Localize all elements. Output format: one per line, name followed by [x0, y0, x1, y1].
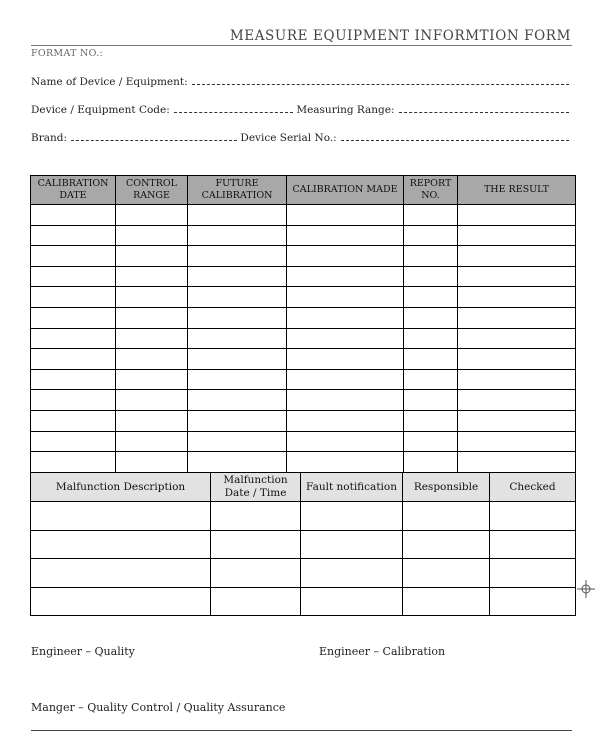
brand-row	[31, 132, 572, 144]
table-cell[interactable]	[211, 559, 301, 588]
calibration-row	[31, 369, 576, 390]
table-cell[interactable]	[188, 287, 287, 308]
calibration-made-header: CALIBRATION MADE	[287, 176, 404, 205]
brand-field[interactable]	[71, 132, 237, 141]
table-cell[interactable]	[404, 287, 458, 308]
table-cell[interactable]	[211, 530, 301, 559]
device-code-label: Device / Equipment Code:	[31, 104, 170, 116]
calibration-row	[31, 266, 576, 287]
table-cell[interactable]	[490, 502, 576, 531]
device-name-field[interactable]	[192, 76, 569, 85]
table-cell[interactable]	[404, 266, 458, 287]
table-cell[interactable]	[31, 349, 116, 370]
table-cell[interactable]	[490, 530, 576, 559]
calibration-row	[31, 452, 576, 473]
table-cell[interactable]	[490, 559, 576, 588]
table-cell[interactable]	[404, 205, 458, 226]
engineer-quality-signature: Engineer – Quality	[31, 645, 135, 658]
table-cell[interactable]	[404, 390, 458, 411]
table-cell[interactable]	[287, 390, 404, 411]
table-cell[interactable]	[31, 266, 116, 287]
table-cell[interactable]	[458, 349, 576, 370]
table-cell[interactable]	[287, 369, 404, 390]
table-cell[interactable]	[188, 225, 287, 246]
table-cell[interactable]	[404, 246, 458, 267]
table-cell[interactable]	[116, 410, 188, 431]
table-cell[interactable]	[403, 530, 490, 559]
measuring-range-label: Measuring Range:	[296, 104, 395, 116]
table-cell[interactable]	[116, 205, 188, 226]
calibration-row	[31, 225, 576, 246]
table-cell[interactable]	[31, 502, 211, 531]
table-cell[interactable]	[116, 452, 188, 473]
table-cell[interactable]	[301, 530, 403, 559]
table-cell[interactable]	[404, 369, 458, 390]
table-cell[interactable]	[404, 349, 458, 370]
table-cell[interactable]	[31, 225, 116, 246]
table-cell[interactable]	[31, 287, 116, 308]
table-cell[interactable]	[188, 431, 287, 452]
table-cell[interactable]	[31, 328, 116, 349]
table-cell[interactable]	[188, 328, 287, 349]
form-title: MEASURE EQUIPMENT INFORMTION FORM	[229, 28, 571, 44]
table-cell[interactable]	[404, 225, 458, 246]
table-cell[interactable]	[287, 266, 404, 287]
fault-notification-header: Fault notification	[301, 473, 403, 502]
crosshair-icon	[577, 580, 595, 598]
table-cell[interactable]	[458, 307, 576, 328]
format-no-label: FORMAT NO.:	[31, 48, 104, 59]
table-cell[interactable]	[188, 410, 287, 431]
calibration-row	[31, 410, 576, 431]
measuring-range-field[interactable]	[399, 104, 569, 113]
table-cell[interactable]	[301, 559, 403, 588]
table-cell[interactable]	[31, 390, 116, 411]
table-cell[interactable]	[287, 307, 404, 328]
table-cell[interactable]	[188, 307, 287, 328]
table-cell[interactable]	[458, 287, 576, 308]
table-cell[interactable]	[116, 349, 188, 370]
bottom-rule	[31, 730, 572, 731]
table-cell[interactable]	[116, 246, 188, 267]
table-cell[interactable]	[287, 287, 404, 308]
table-cell[interactable]	[458, 266, 576, 287]
table-cell[interactable]	[403, 587, 490, 616]
table-cell[interactable]	[404, 307, 458, 328]
table-cell[interactable]	[287, 349, 404, 370]
calibration-row	[31, 431, 576, 452]
engineer-calibration-signature: Engineer – Calibration	[319, 645, 446, 658]
calibration-table	[30, 175, 576, 473]
brand-label: Brand:	[31, 132, 68, 144]
table-cell[interactable]	[287, 431, 404, 452]
table-cell[interactable]	[188, 369, 287, 390]
table-cell[interactable]	[188, 390, 287, 411]
table-cell[interactable]	[116, 225, 188, 246]
table-cell[interactable]	[458, 246, 576, 267]
table-cell[interactable]	[404, 452, 458, 473]
table-cell[interactable]	[116, 369, 188, 390]
responsible-header: Responsible	[403, 473, 490, 502]
table-cell[interactable]	[403, 502, 490, 531]
table-cell[interactable]	[287, 246, 404, 267]
serial-no-label: Device Serial No.:	[240, 132, 337, 144]
device-code-row	[31, 104, 572, 116]
table-cell[interactable]	[31, 246, 116, 267]
device-code-field[interactable]	[174, 104, 294, 113]
table-cell[interactable]	[287, 205, 404, 226]
calibration-row	[31, 246, 576, 267]
table-cell[interactable]	[188, 266, 287, 287]
table-cell[interactable]	[31, 587, 211, 616]
device-name-label: Name of Device / Equipment:	[31, 76, 188, 88]
report-no-header: REPORT NO.	[404, 176, 458, 205]
result-header: THE RESULT	[458, 176, 576, 205]
table-cell[interactable]	[116, 328, 188, 349]
table-cell[interactable]	[116, 307, 188, 328]
calibration-row	[31, 328, 576, 349]
table-cell[interactable]	[301, 587, 403, 616]
table-cell[interactable]	[31, 205, 116, 226]
table-cell[interactable]	[490, 587, 576, 616]
table-cell[interactable]	[116, 390, 188, 411]
malfunction-header-row	[31, 473, 576, 502]
table-cell[interactable]	[301, 502, 403, 531]
table-cell[interactable]	[458, 452, 576, 473]
table-cell[interactable]	[458, 369, 576, 390]
title-rule	[31, 45, 572, 46]
table-cell[interactable]	[404, 410, 458, 431]
calibration-row	[31, 349, 576, 370]
device-name-row	[31, 76, 572, 88]
checked-header: Checked	[490, 473, 576, 502]
table-cell[interactable]	[287, 328, 404, 349]
manager-signature: Manger – Quality Control / Quality Assurance	[31, 701, 286, 714]
serial-no-field[interactable]	[341, 132, 569, 141]
table-cell[interactable]	[31, 410, 116, 431]
malfunction-row	[31, 502, 576, 531]
table-cell[interactable]	[404, 431, 458, 452]
table-cell[interactable]	[458, 431, 576, 452]
table-cell[interactable]	[31, 307, 116, 328]
table-cell[interactable]	[188, 246, 287, 267]
table-cell[interactable]	[403, 559, 490, 588]
table-cell[interactable]	[404, 328, 458, 349]
calibration-row	[31, 205, 576, 226]
table-cell[interactable]	[31, 369, 116, 390]
table-cell[interactable]	[188, 205, 287, 226]
table-cell[interactable]	[287, 410, 404, 431]
malfunction-table	[30, 472, 576, 616]
table-cell[interactable]	[211, 587, 301, 616]
calibration-row	[31, 307, 576, 328]
table-cell[interactable]	[458, 410, 576, 431]
table-cell[interactable]	[188, 452, 287, 473]
table-cell[interactable]	[458, 328, 576, 349]
table-cell[interactable]	[458, 225, 576, 246]
malfunction-row	[31, 530, 576, 559]
table-cell[interactable]	[31, 431, 116, 452]
malfunction-row	[31, 587, 576, 616]
table-cell[interactable]	[116, 266, 188, 287]
malfunction-description-header: Malfunction Description	[31, 473, 211, 502]
calibration-header-row	[31, 176, 576, 205]
table-cell[interactable]	[116, 431, 188, 452]
calibration-row	[31, 287, 576, 308]
table-cell[interactable]	[458, 390, 576, 411]
calibration-date-header: CALIBRATION DATE	[31, 176, 116, 205]
control-range-header: CONTROL RANGE	[116, 176, 188, 205]
table-cell[interactable]	[116, 287, 188, 308]
table-cell[interactable]	[211, 502, 301, 531]
future-calibration-header: FUTURE CALIBRATION	[188, 176, 287, 205]
table-cell[interactable]	[31, 559, 211, 588]
table-cell[interactable]	[287, 225, 404, 246]
calibration-row	[31, 390, 576, 411]
malfunction-row	[31, 559, 576, 588]
table-cell[interactable]	[188, 349, 287, 370]
table-cell[interactable]	[31, 530, 211, 559]
table-cell[interactable]	[287, 452, 404, 473]
table-cell[interactable]	[31, 452, 116, 473]
table-cell[interactable]	[458, 205, 576, 226]
malfunction-datetime-header: Malfunction Date / Time	[211, 473, 301, 502]
